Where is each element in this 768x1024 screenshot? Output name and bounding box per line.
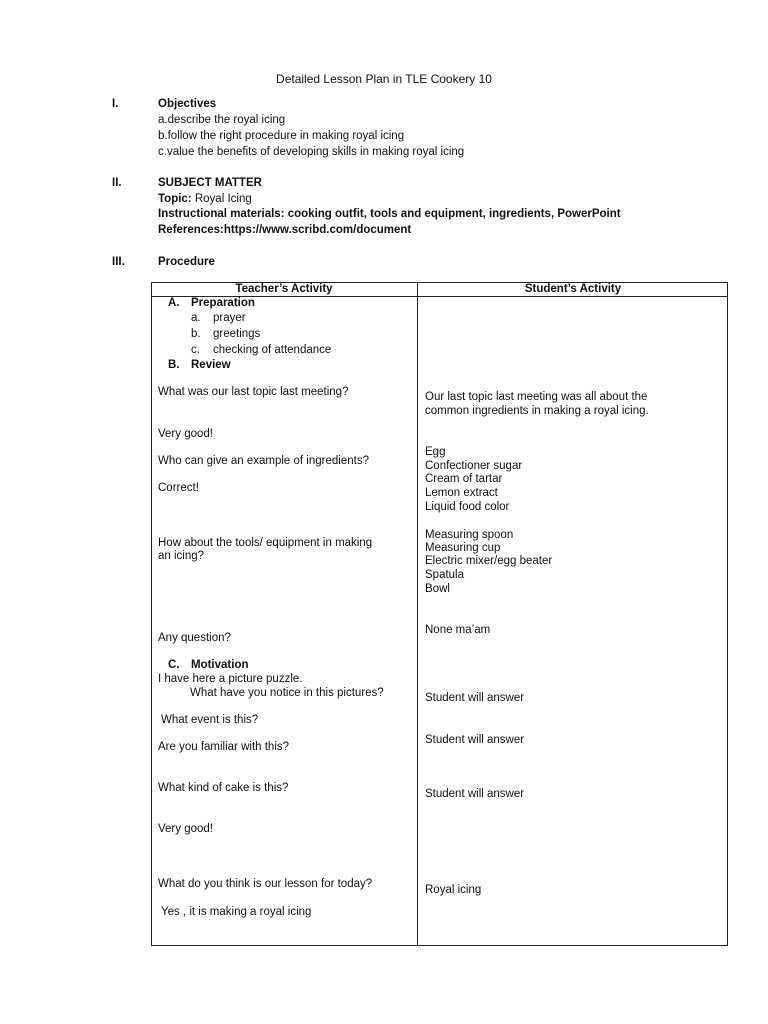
student-answer-3: Student will answer [425,788,525,800]
prep-item-greetings: greetings [213,328,261,340]
student-answer-2: Student will answer [425,734,525,746]
student-answer-1: Student will answer [425,692,525,704]
student-ingredient: Egg [425,446,446,458]
objective-a: a.describe the royal icing [158,114,286,126]
section-1-number: I. [112,98,119,110]
teacher-cake-kind: What kind of cake is this? [158,782,289,794]
topic-label: Topic: [158,193,192,205]
prep-item-letter: a. [191,312,201,324]
student-last-topic-2: common ingredients in making a royal icing. [425,405,649,417]
topic-line [158,193,252,205]
prep-item-prayer: prayer [213,312,246,324]
table-column-divider [417,282,418,946]
motivation-letter: C. [168,659,180,671]
teacher-notice: What have you notice in this pictures? [190,687,384,699]
teacher-q-ingredients: Who can give an example of ingredients? [158,455,369,467]
student-ingredient: Confectioner sugar [425,460,523,472]
student-none: None ma’am [425,624,491,636]
teacher-event: What event is this? [161,714,259,726]
student-tool: Bowl [425,583,450,595]
prep-item-attendance: checking of attendance [213,344,332,356]
student-tool: Electric mixer/egg beater [425,555,553,567]
references-line: References:https://www.scribd.com/document [158,224,412,236]
teacher-very-good-2: Very good! [158,823,213,835]
teacher-q-tools-1: How about the tools/ equipment in making [158,537,373,549]
teacher-puzzle: I have here a picture puzzle. [158,673,303,685]
teacher-lesson-today: What do you think is our lesson for today? [158,878,373,890]
teacher-familiar: Are you familiar with this? [158,741,290,753]
student-ingredient: Liquid food color [425,501,510,513]
section-2-heading: SUBJECT MATTER [158,177,262,189]
section-1-heading: Objectives [158,98,217,110]
student-activity-header: Student’s Activity [524,283,622,295]
student-tool: Spatula [425,569,465,581]
student-last-topic-1: Our last topic last meeting was all about the [425,391,648,403]
student-ingredient: Lemon extract [425,487,498,499]
teacher-any-question: Any question? [158,632,231,644]
teacher-q-last-topic: What was our last topic last meeting? [158,386,349,398]
objective-c: c.value the benefits of developing skills in making royal icing [158,146,465,158]
materials-line: Instructional materials: cooking outfit, tools and equipment, ingredients, PowerPoint [158,208,621,220]
prep-heading: Preparation [191,297,255,309]
prep-item-letter: b. [191,328,201,340]
review-heading: Review [191,359,231,371]
objective-b: b.follow the right procedure in making royal icing [158,130,405,142]
section-2-number: II. [112,177,122,189]
section-3-heading: Procedure [158,256,215,268]
student-tool: Measuring cup [425,542,501,554]
review-letter: B. [168,359,180,371]
student-ingredient: Cream of tartar [425,473,503,485]
student-royal-icing: Royal icing [425,884,482,896]
topic-value: Royal Icing [191,193,252,205]
teacher-q-tools-2: an icing? [158,550,205,562]
activity-table [151,282,728,946]
prep-letter: A. [168,297,180,309]
page-title: Detailed Lesson Plan in TLE Cookery 10 [276,72,492,86]
student-tool: Measuring spoon [425,529,514,541]
teacher-yes-royal: Yes , it is making a royal icing [161,906,312,918]
teacher-activity-header: Teacher’s Activity [235,283,333,295]
teacher-very-good-1: Very good! [158,428,213,440]
prep-item-letter: c. [191,344,200,356]
motivation-heading: Motivation [191,659,249,671]
section-3-number: III. [112,256,125,268]
teacher-correct: Correct! [158,482,199,494]
